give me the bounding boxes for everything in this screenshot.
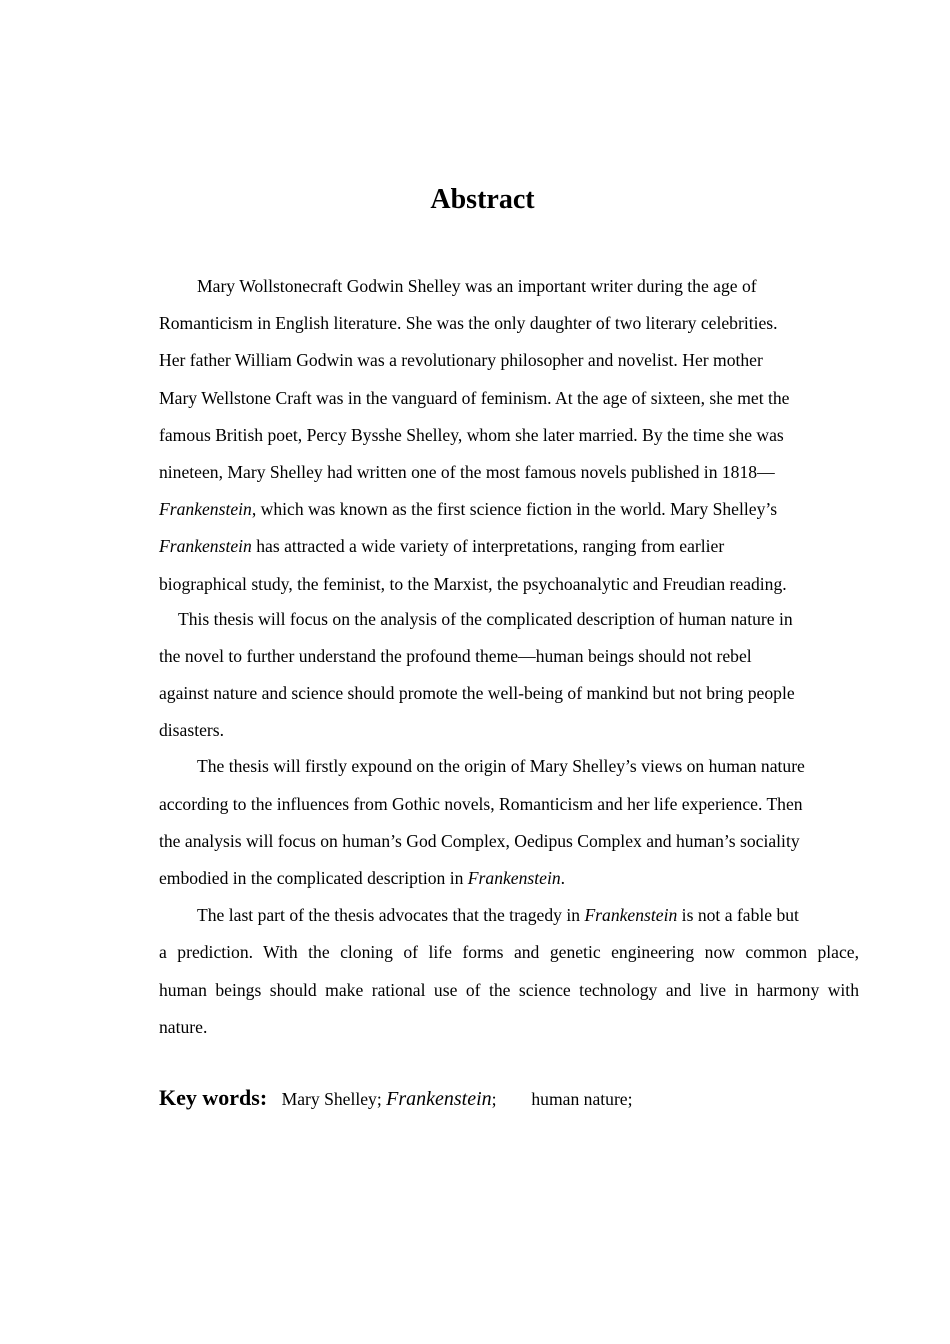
keyword-item: human nature; [531,1089,633,1109]
text-line: This thesis will focus on the analysis of the complicated description of human nature in [178,608,793,629]
text-line [159,897,859,934]
keyword-separator: ; [491,1089,497,1109]
text-line: according to the influences from Gothic novels, Romanticism and her life experience. Then [159,793,803,814]
text-line: a prediction. With the cloning of life forms and genetic engineering now common place, [159,942,859,963]
text-line: human beings should make rational use of the science technology and live in harmony with [159,979,859,1000]
text-line: the analysis will focus on human’s God Complex, Oedipus Complex and human’s sociality [159,830,800,851]
text-line: famous British poet, Percy Bysshe Shelley, whom she later married. By the time she was [159,424,784,445]
text-line: Mary Wellstone Craft was in the vanguard of feminism. At the age of sixteen, she met the [159,387,790,408]
text-fragment: has attracted a wide variety of interpretations, ranging from earlier [251,536,725,557]
text-line [159,860,859,897]
keywords-line [159,1082,633,1115]
book-title: Frankenstein [159,499,252,520]
text-line [159,491,859,528]
text-line: Her father William Godwin was a revolutionary philosopher and novelist. Her mother [159,350,763,371]
keywords-label: Key words: [159,1085,268,1110]
book-title: Frankenstein [584,905,678,926]
keyword-item: Mary Shelley; [281,1089,382,1109]
text-fragment: , which was known as the first science fiction in the world. Mary Shelley’s [251,499,778,520]
paragraph-2 [159,601,859,750]
text-line: biographical study, the feminist, to the Marxist, the psychoanalytic and Freudian reading. [159,573,787,594]
page-title: Abstract [430,184,535,215]
text-line: nature. [159,1016,208,1037]
paragraph-4 [159,897,859,1046]
text-line: Romanticism in English literature. She was the only daughter of two literary celebrities. [159,313,778,334]
paragraph-3 [159,748,859,897]
text-line: nineteen, Mary Shelley had written one of the most famous novels published in 1818— [159,461,775,482]
text-fragment: is not a fable but [677,905,799,926]
keyword-item: Frankenstein [386,1088,492,1110]
paragraph-1 [159,268,859,603]
text-line [159,528,859,565]
text-fragment: embodied in the complicated description in [159,868,468,888]
text-line: Mary Wollstonecraft Godwin Shelley was an important writer during the age of [197,276,757,296]
book-title: Frankenstein [467,868,561,888]
text-line: against nature and science should promote the well-being of mankind but not bring people [159,683,795,704]
text-line: The thesis will firstly expound on the origin of Mary Shelley’s views on human nature [197,756,805,777]
text-line: disasters. [159,720,224,741]
text-fragment: . [560,868,566,888]
book-title: Frankenstein [159,536,252,557]
text-fragment: The last part of the thesis advocates that the tragedy in [197,905,585,926]
text-line: the novel to further understand the profound theme—human beings should not rebel [159,645,752,666]
abstract-body [159,268,859,1046]
